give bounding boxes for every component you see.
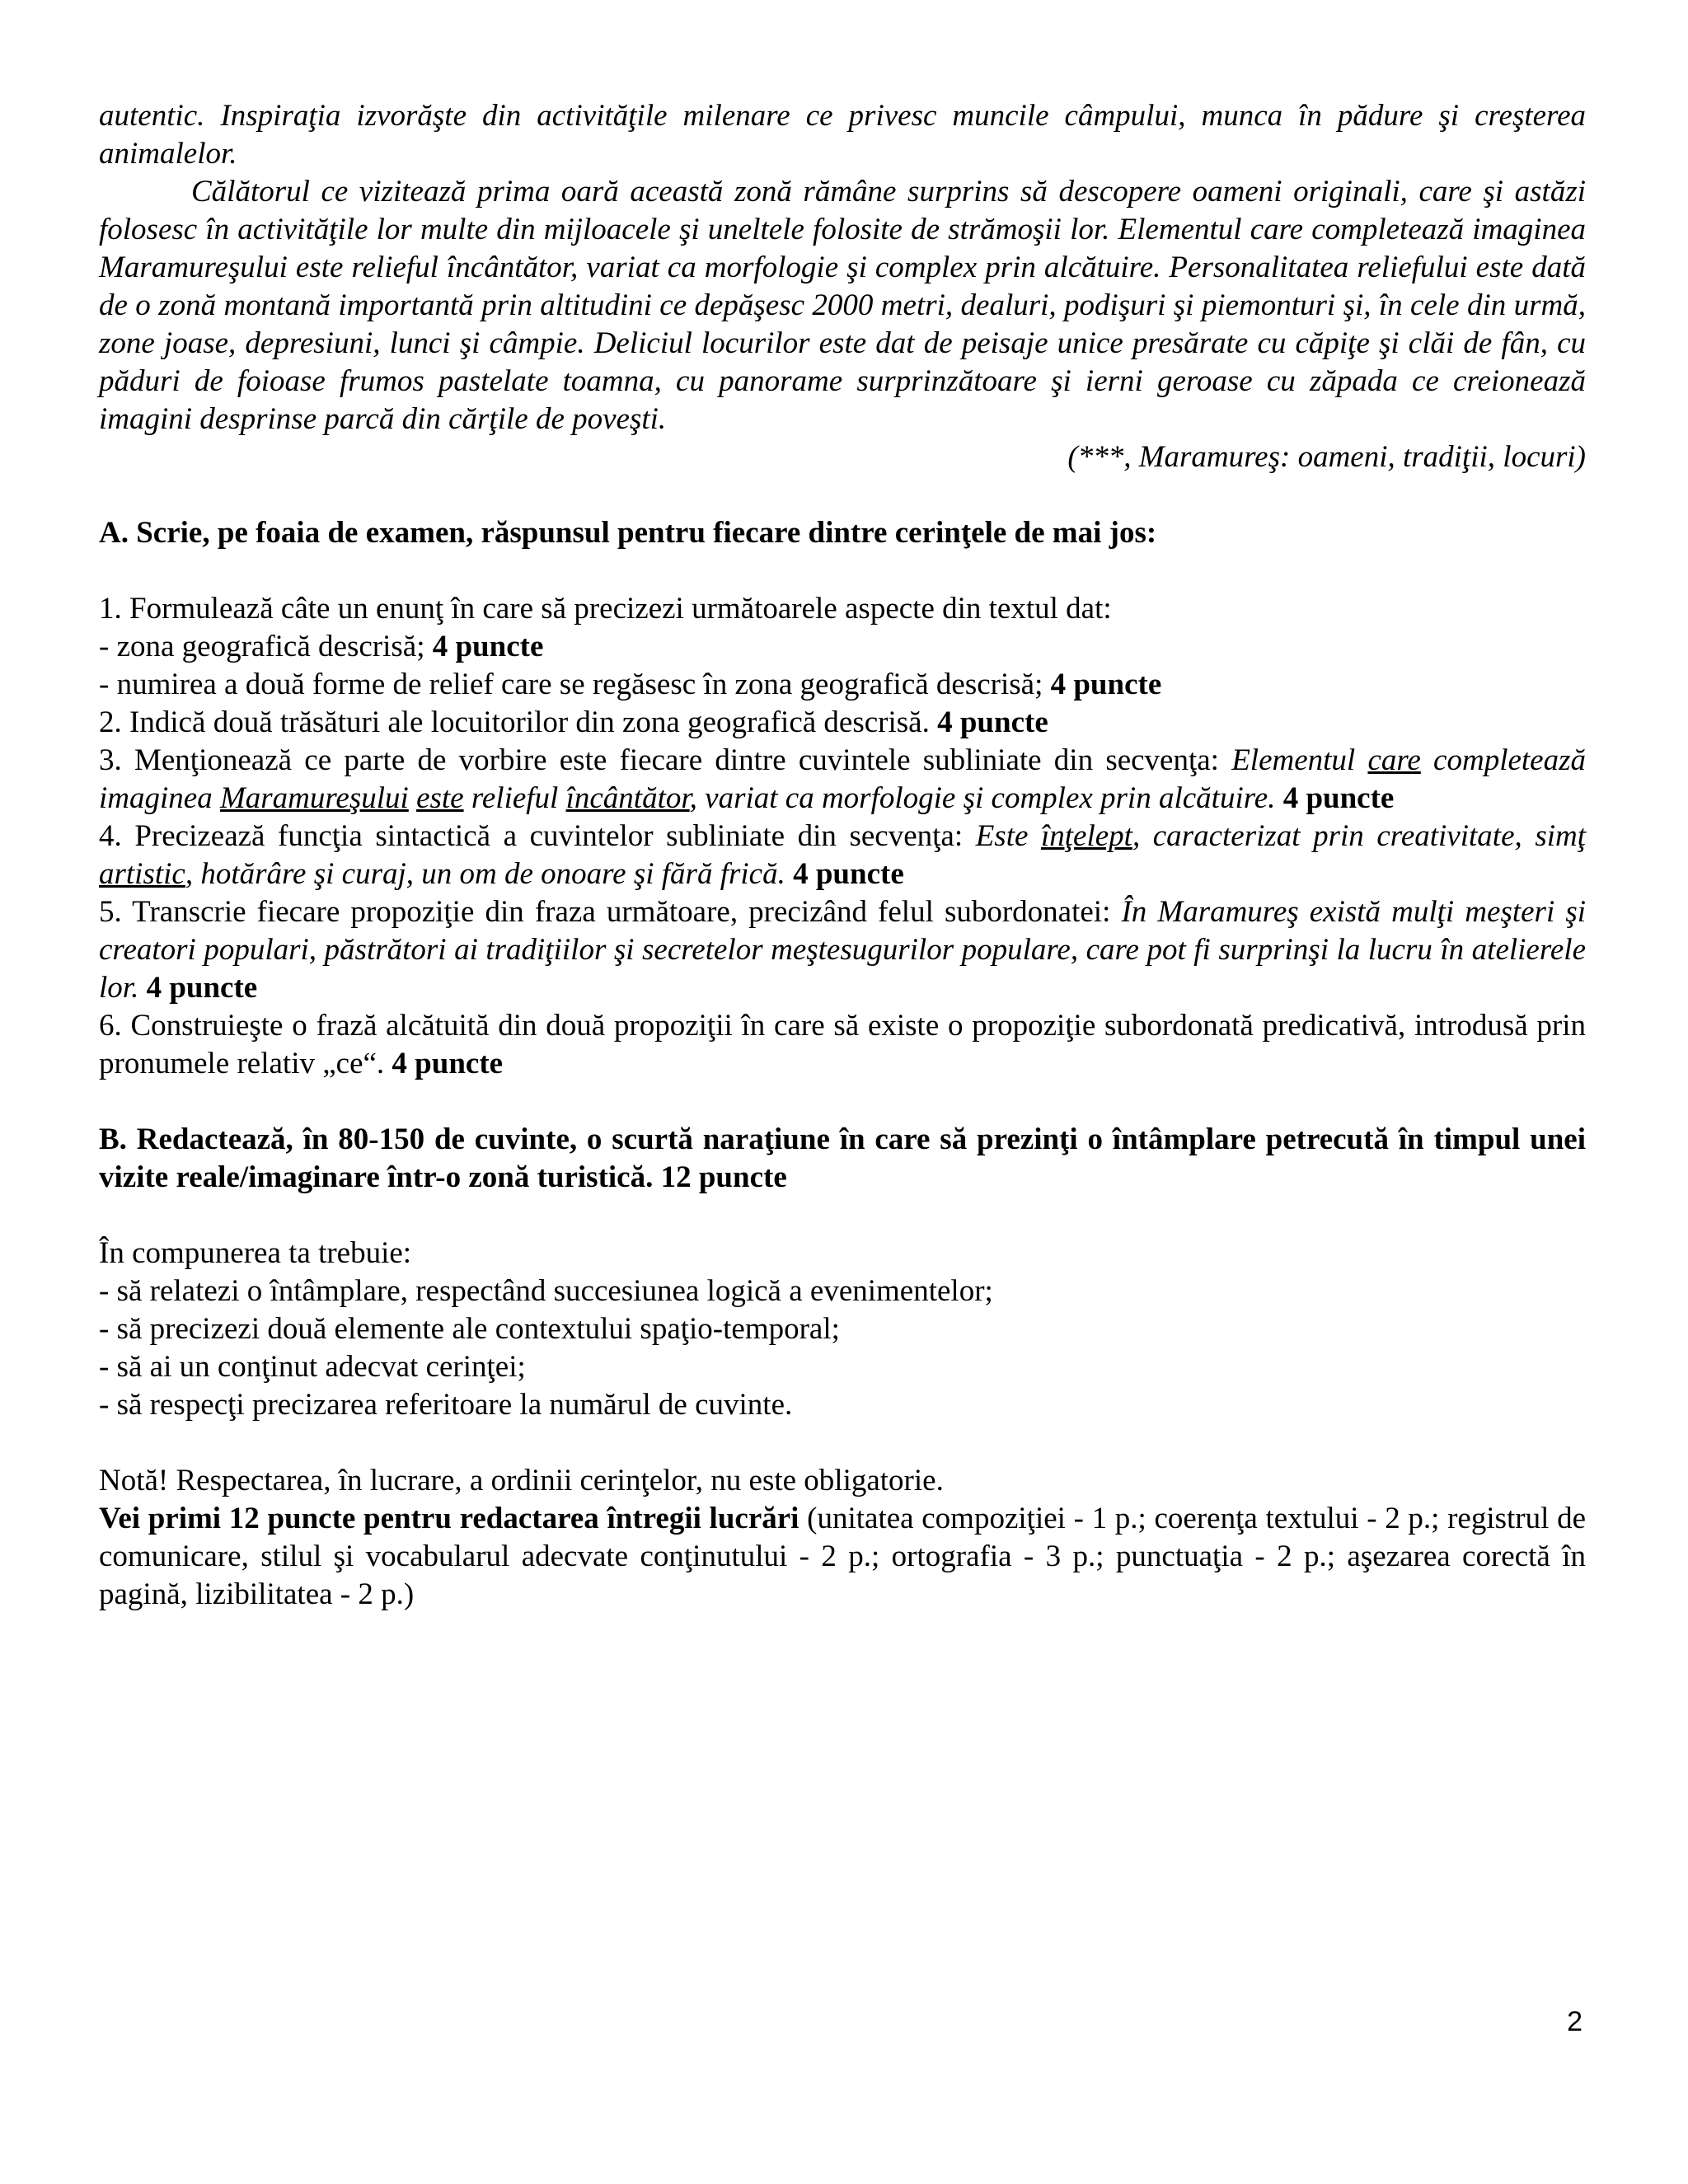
points: 4 puncte	[1050, 668, 1162, 701]
intro-paragraph-2: Călătorul ce vizitează prima oară această zonă rămâne surprins să descopere oameni originali, care şi astăzi folosesc în activităţile lor multe din mijloacele şi uneltele folosite de strămoşii lor. Elementul care completează imaginea Maramureşului este relieful încântător, variat ca morfologie şi complex prin alcătuire. Personalitatea reliefului este dată de o zonă montană importantă prin altitudini ce depăşesc 2000 metri, dealuri, podişuri şi piemonturi şi, în cele din urmă, zone joase, depresiuni, lunci şi câmpie. Deliciul locurilor este dat de peisaje unice presărate cu căpiţe şi clăi de fân, cu păduri de foioase frumos pastelate toamna, cu panorame surprinzătoare şi ierni geroase cu zăpada ce creionează imagini desprinse parcă din cărţile de poveşti.	[99, 175, 1586, 436]
points: 4 puncte	[392, 1047, 504, 1080]
question-1-sub-1: - zona geografică descrisă; 4 puncte	[99, 630, 544, 663]
section-b-heading: B. Redactează, în 80-150 de cuvinte, o scurtă naraţiune în care să prezinţi o întâmplare petrecută în timpul unei vizite reale/imaginare într-o zonă turistică. 12 puncte	[99, 1122, 1586, 1194]
question-5: 5. Transcrie fiecare propoziţie din fraza următoare, precizând felul subordonatei: În Maramureş există mulţi meşteri şi creatori populari, păstrători ai tradiţiilor şi secretelor meştesugurilor populare, care pot fi surprinşi la lucru în atelierele lor. 4 puncte	[99, 895, 1586, 1005]
question-3: 3. Menţionează ce parte de vorbire este fiecare dintre cuvintele subliniate din secvenţa: Elementul care completează imaginea Maramureşului este relieful încântător, variat ca morfologie şi complex prin alcătuire. 4 puncte	[99, 743, 1587, 815]
underlined-word: Maramureşului	[219, 781, 409, 815]
question-1: 1. Formulează câte un enunţ în care să precizezi următoarele aspecte din textul dat:	[99, 592, 1112, 626]
requirement-item: - să respecţi precizarea referitoare la numărul de cuvinte.	[99, 1388, 793, 1422]
requirement-item: - să ai un conţinut adecvat cerinţei;	[99, 1350, 526, 1384]
points: 4 puncte	[937, 705, 1048, 739]
grading-info: Vei primi 12 puncte pentru redactarea întregii lucrări (unitatea compoziţiei - 1 p.; coerenţa textului - 2 p.; registrul de comunicare, stilul şi vocabularul adecvate conţinutului - 2 p.; ortografia - 3 p.; punctuaţia - 2 p.; aşezarea corectă în pagină, lizibilitatea - 2 p.)	[99, 1502, 1586, 1611]
document-page	[99, 97, 1586, 1614]
underlined-word: încântător	[565, 781, 690, 815]
points: 4 puncte	[146, 971, 258, 1005]
requirement-item: - să precizezi două elemente ale contextului spaţio-temporal;	[99, 1312, 840, 1346]
question-4-quote: Este înţelept, caracterizat prin creativitate, simţ artistic, hotărâre şi curaj, un om de onoare şi fără frică.	[99, 819, 1586, 891]
question-2: 2. Indică două trăsături ale locuitorilor din zona geografică descrisă. 4 puncte	[99, 705, 1048, 739]
underlined-word: este	[416, 781, 464, 815]
question-4: 4. Precizează funcţia sintactică a cuvintelor subliniate din secvenţa: Este înţelept, caracterizat prin creativitate, simţ artistic, hotărâre şi curaj, un om de onoare şi fără frică. 4 puncte	[99, 819, 1586, 891]
points: 4 puncte	[432, 630, 544, 663]
underlined-word: înţelept	[1040, 819, 1132, 853]
question-5-quote: În Maramureş există mulţi meşteri şi creatori populari, păstrători ai tradiţiilor şi secretelor meştesugurilor populare, care pot fi surprinşi la lucru în atelierele lor.	[99, 895, 1586, 1005]
note: Notă! Respectarea, în lucrare, a ordinii cerinţelor, nu este obligatorie.	[99, 1464, 944, 1497]
page-number: 2	[1567, 2006, 1582, 2037]
source-citation: (***, Maramureş: oameni, tradiţii, locuri)	[1067, 440, 1586, 474]
underlined-word: artistic	[99, 857, 185, 891]
requirement-item: - să relatezi o întâmplare, respectând succesiunea logică a evenimentelor;	[99, 1274, 993, 1308]
section-a-heading: A. Scrie, pe foaia de examen, răspunsul pentru fiecare dintre cerinţele de mai jos:	[99, 516, 1157, 550]
points: 4 puncte	[1282, 781, 1395, 815]
underlined-word: care	[1367, 743, 1421, 777]
points: 4 puncte	[793, 857, 904, 891]
section-b-intro: În compunerea ta trebuie:	[99, 1236, 412, 1270]
question-3-quote: Elementul care completează imaginea Maramureşului este relieful încântător, variat ca morfologie şi complex prin alcătuire.	[99, 743, 1587, 815]
question-6: 6. Construieşte o frază alcătuită din două propoziţii în care să existe o propoziţie subordonată predicativă, introdusă prin pronumele relativ „ce“. 4 puncte	[99, 1009, 1586, 1080]
question-1-sub-2: - numirea a două forme de relief care se regăsesc în zona geografică descrisă; 4 puncte	[99, 668, 1162, 701]
intro-paragraph-1: autentic. Inspiraţia izvorăşte din activităţile milenare ce privesc muncile câmpului, munca în pădure şi creşterea animalelor.	[99, 99, 1586, 171]
